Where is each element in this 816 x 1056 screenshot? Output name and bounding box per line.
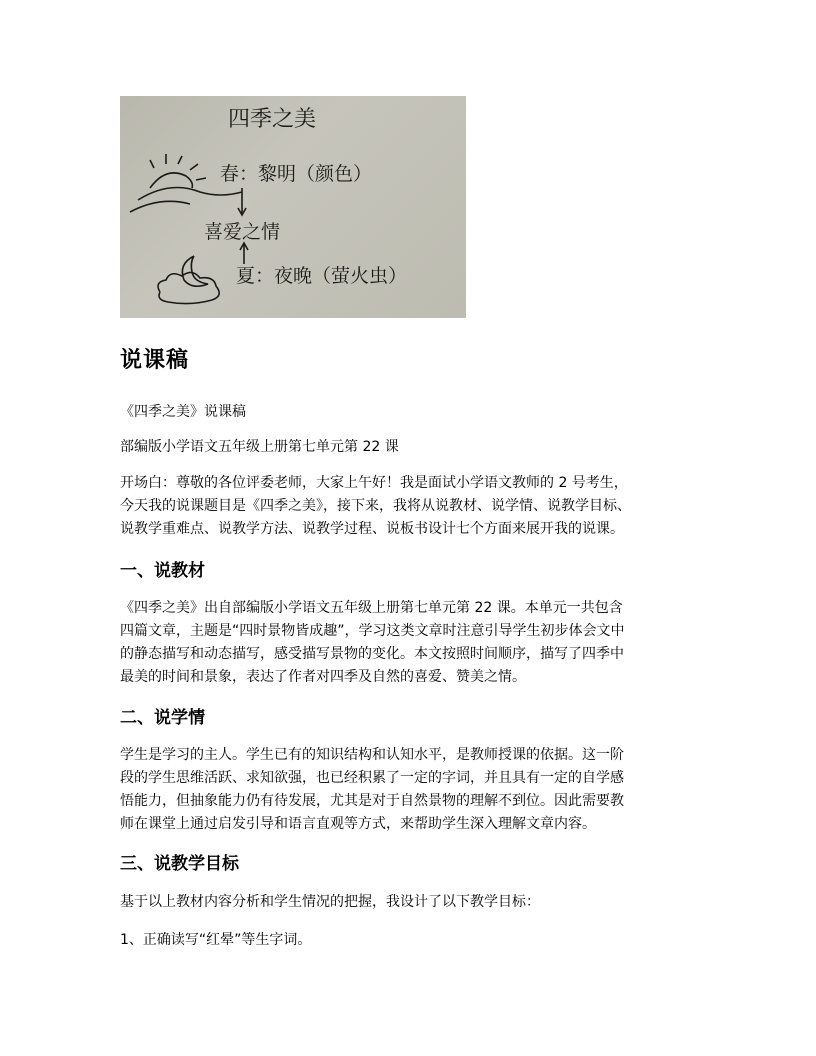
section-heading-students: 二、说学情 xyxy=(120,708,205,728)
page-title: 说课稿 xyxy=(120,348,190,373)
handwritten-sketch xyxy=(120,96,466,318)
intro-line: 今天我的说课题目是《四季之美》，接下来，我将从说教材、说学情、说教学目标、 xyxy=(120,498,631,514)
figure-summer: 夏：夜晚（萤火虫） xyxy=(236,265,408,287)
section-heading-goals: 三、说教学目标 xyxy=(120,854,239,874)
course-info: 部编版小学语文五年级上册第七单元第 22 课 xyxy=(120,439,399,455)
subtitle: 《四季之美》说课稿 xyxy=(120,404,246,420)
goals-intro: 基于以上教材内容分析和学生情况的把握，我设计了以下教学目标： xyxy=(120,894,540,910)
blackboard-photo xyxy=(120,96,466,318)
intro-paragraph xyxy=(120,472,710,541)
paragraph-line: 师在课堂上通过启发引导和语言直观等方式，来帮助学生深入理解文章内容。 xyxy=(120,816,596,832)
figure-title: 四季之美 xyxy=(228,107,317,132)
paragraph-line: 学生是学习的主人。学生已有的知识结构和认知水平，是教师授课的依据。这一阶 xyxy=(120,747,624,763)
paragraph-line: 段的学生思维活跃、求知欲强，也已经积累了一定的字词，并且具有一定的自学感 xyxy=(120,770,624,786)
goal-item: 1、正确读写“红晕”等生字词。 xyxy=(120,932,312,948)
paragraph-line: 的静态描写和动态描写，感受描写景物的变化。本文按照时间顺序，描写了四季中 xyxy=(120,646,624,662)
figure-love: 喜爱之情 xyxy=(204,221,281,243)
paragraph-line: 悟能力，但抽象能力仍有待发展，尤其是对于自然景物的理解不到位。因此需要教 xyxy=(120,793,624,809)
figure-spring: 春：黎明（颜色） xyxy=(220,163,373,185)
paragraph-line: 最美的时间和景象，表达了作者对四季及自然的喜爱、赞美之情。 xyxy=(120,669,526,685)
paragraph-line: 四篇文章，主题是“四时景物皆成趣”，学习这类文章时注意引导学生初步体会文中 xyxy=(120,623,625,639)
paragraph-line: 《四季之美》出自部编版小学语文五年级上册第七单元第 22 课。本单元一共包含 xyxy=(120,600,623,616)
section-teaching-material-paragraph xyxy=(120,597,710,689)
section-students-paragraph xyxy=(120,744,710,836)
section-heading-teaching-material: 一、说教材 xyxy=(120,561,205,581)
moon-cloud-icon xyxy=(158,256,219,304)
intro-line: 说教学重难点、说教学方法、说教学过程、说板书设计七个方面来展开我的说课。 xyxy=(120,521,624,537)
intro-line: 开场白：尊敬的各位评委老师，大家上午好！我是面试小学语文教师的 2 号考生， xyxy=(120,475,628,491)
